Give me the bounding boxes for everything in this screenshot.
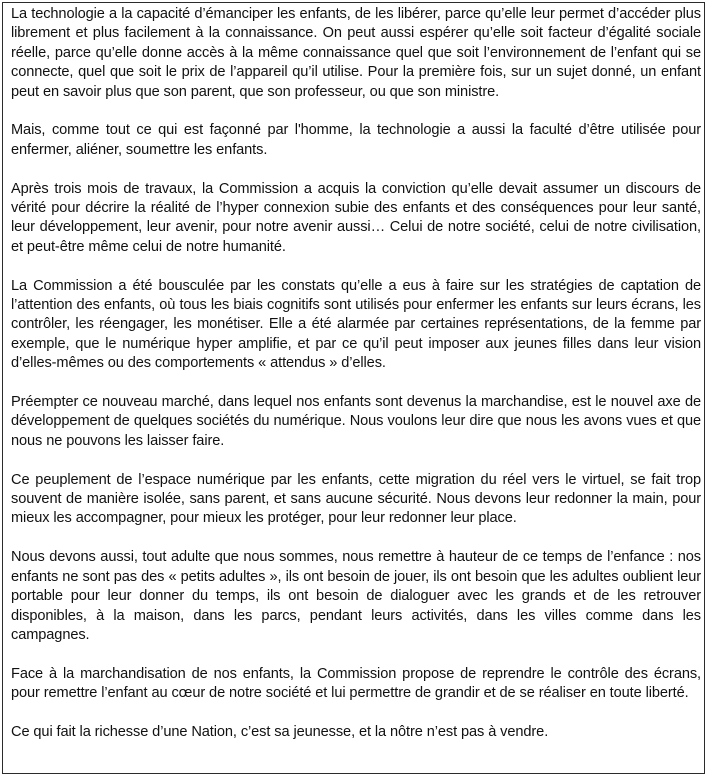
paragraph-1: La technologie a la capacité d’émanciper les enfants, de les libérer, parce qu’elle leur permet d’accéder plus librement et plus facilement à la connaissance. On peut aussi espérer qu’elle soit facteur d’égalité sociale réelle, parce qu’elle donne accès à la même connaissance quel que soit l’environnement de l’enfant qui se connecte, quel que soit le prix de l’appareil qu’il utilise. Pour la première fois, sur un sujet donné, un enfant peut en savoir plus que son parent, que son professeur, ou que son ministre. bbox=[11, 6, 701, 100]
paragraph-3: Après trois mois de travaux, la Commission a acquis la conviction qu’elle devait assumer un discours de vérité pour décrire la réalité de l’hyper connexion subie des enfants et des conséquences pour leur santé, leur développement, leur avenir, pour notre avenir aussi… Celui de notre société, celui de notre civilisation, et peut-être même celui de notre humanité. bbox=[11, 180, 701, 255]
text-frame bbox=[2, 2, 705, 774]
document-body bbox=[11, 5, 701, 742]
paragraph-7: Nous devons aussi, tout adulte que nous sommes, nous remettre à hauteur de ce temps de l’enfance : nos enfants ne sont pas des « petits adultes », ils ont besoin de jouer, ils ont besoin que les adultes oublient leur portable pour leur donner du temps, ils ont besoin de dialoguer avec les grands et de les retrouver disponibles, à la maison, dans les parcs, pendant leurs activités, dans les villes comme dans les campagnes. bbox=[11, 549, 701, 643]
paragraph-2: Mais, comme tout ce qui est façonné par l'homme, la technologie a aussi la faculté d’être utilisée pour enfermer, aliéner, soumettre les enfants. bbox=[11, 122, 701, 158]
paragraph-4: La Commission a été bousculée par les constats qu’elle a eus à faire sur les stratégies de captation de l’attention des enfants, où tous les biais cognitifs sont utilisés pour enfermer les enfants sur leurs écrans, les contrôler, les réengager, les monétiser. Elle a été alarmée par certaines représentations, de la femme par exemple, que le numérique hyper amplifie, et par ce qu’il peut imposer aux jeunes filles dans leur vision d’elles-mêmes ou des comportements « attendus » d’elles. bbox=[11, 277, 701, 372]
paragraph-9: Ce qui fait la richesse d’une Nation, c’est sa jeunesse, et la nôtre n’est pas à vendre. bbox=[11, 723, 549, 740]
paragraph-8: Face à la marchandisation de nos enfants, la Commission propose de reprendre le contrôle des écrans, pour remettre l’enfant au cœur de notre société et lui permettre de grandir et de se réaliser en toute liberté. bbox=[11, 665, 701, 702]
paragraph-5: Préempter ce nouveau marché, dans lequel nos enfants sont devenus la marchandise, est le nouvel axe de développement de quelques sociétés du numérique. Nous voulons leur dire que nous les avons vues et que nous ne pouvons les laisser faire. bbox=[11, 394, 701, 449]
paragraph-6: Ce peuplement de l’espace numérique par les enfants, cette migration du réel vers le virtuel, se fait trop souvent de manière isolée, sans parent, et sans aucune sécurité. Nous devons leur redonner la main, pour mieux les accompagner, pour mieux les protéger, pour leur redonner leur place. bbox=[11, 471, 701, 527]
